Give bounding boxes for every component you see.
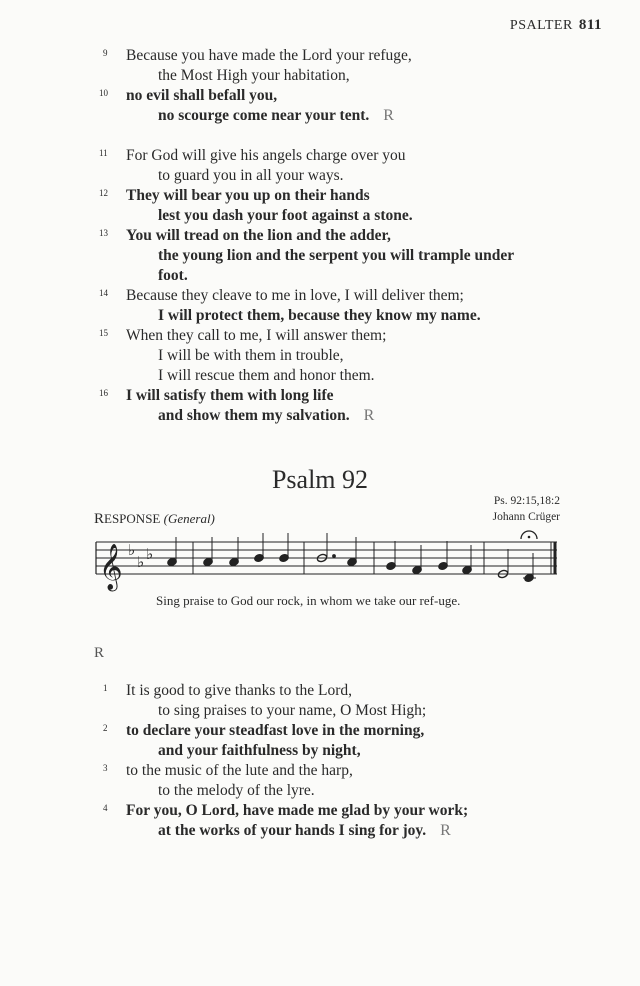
svg-text:♭: ♭ — [128, 541, 136, 559]
verse-text: to the melody of the lyre. — [158, 782, 315, 799]
treble-clef: 𝄞 — [99, 544, 123, 590]
verse-text: and your faithfulness by night, — [158, 742, 361, 759]
verse-line — [158, 781, 315, 801]
response-marker: R — [383, 107, 394, 124]
verse-text: foot. — [158, 267, 188, 284]
verse-text: lest you dash your foot against a stone. — [158, 207, 413, 224]
svg-text:♭: ♭ — [146, 545, 154, 563]
svg-text:♭: ♭ — [137, 553, 145, 571]
response-marker: R — [94, 645, 105, 661]
psalm-title: Psalm 92 — [271, 465, 369, 494]
verse-text: For God will give his angels charge over you — [126, 147, 406, 164]
verse-text: no evil shall befall you, — [126, 87, 278, 104]
verse-text: and show them my salvation. — [158, 407, 350, 424]
verse-text: You will tread on the lion and the adder, — [126, 227, 391, 244]
verse-number: 3 — [103, 763, 108, 773]
composer-credit: Johann Crüger — [492, 511, 560, 523]
verse-text: to sing praises to your name, O Most High; — [158, 702, 427, 719]
verse-text: I will be with them in trouble, — [158, 347, 344, 364]
augmentation-dot — [333, 555, 336, 558]
verse-line — [126, 761, 353, 781]
page-number: 811 — [578, 17, 602, 33]
verse-number: 15 — [99, 328, 108, 338]
verse-text: to declare your steadfast love in the morning, — [126, 722, 425, 739]
verse-text: to the music of the lute and the harp, — [126, 762, 353, 779]
verse-line — [158, 821, 451, 841]
verse-number: 10 — [99, 88, 108, 98]
response-marker: R — [440, 822, 451, 839]
verse-number: 16 — [99, 388, 108, 398]
verse-text: I will protect them, because they know my name. — [158, 307, 481, 324]
verse-number: 14 — [99, 288, 108, 298]
verse-number: 1 — [103, 683, 108, 693]
verse-text: no scourge come near your tent. — [158, 107, 370, 124]
verse-number: 12 — [99, 188, 108, 198]
response-marker: R — [363, 407, 375, 424]
verse-text: It is good to give thanks to the Lord, — [126, 682, 353, 699]
response-lyrics: Sing praise to God our rock, in whom we take our ref-uge. — [156, 593, 461, 608]
verse-line — [158, 701, 426, 721]
verse-text: at the works of your hands I sing for joy. — [158, 822, 427, 839]
verse-text: I will satisfy them with long life — [126, 387, 334, 404]
fermata-icon — [521, 531, 537, 539]
section-title: PSALTER — [509, 18, 573, 33]
verse-number: 4 — [103, 803, 108, 813]
verse-text: the Most High your habitation, — [158, 67, 350, 84]
verse-text: to guard you in all your ways. — [158, 167, 344, 184]
verse-number: 11 — [99, 148, 108, 158]
verse-line — [126, 681, 352, 701]
verse-text: the young lion and the serpent you will trample under — [158, 247, 515, 264]
verse-text: Because you have made the Lord your refuge, — [126, 47, 412, 64]
response-label-rest: ESPONSE — [104, 511, 161, 526]
scripture-reference: Ps. 92:15,18:2 — [493, 495, 560, 507]
verse-number: 9 — [103, 48, 108, 58]
verse-line — [126, 801, 468, 821]
verse-number: 13 — [99, 228, 108, 238]
verse-number: 2 — [103, 723, 108, 733]
verse-text: They will bear you up on their hands — [126, 187, 370, 204]
verse-text: When they call to me, I will answer them; — [126, 327, 387, 344]
verse-text: For you, O Lord, have made me glad by your work; — [126, 802, 469, 819]
verse-text: I will rescue them and honor them. — [158, 367, 375, 384]
verse-text: Because they cleave to me in love, I will deliver them; — [126, 287, 464, 304]
verse-line — [158, 741, 361, 761]
verse-line — [126, 721, 424, 741]
response-type: (General) — [163, 511, 215, 526]
response-label-initial: R — [94, 511, 105, 527]
